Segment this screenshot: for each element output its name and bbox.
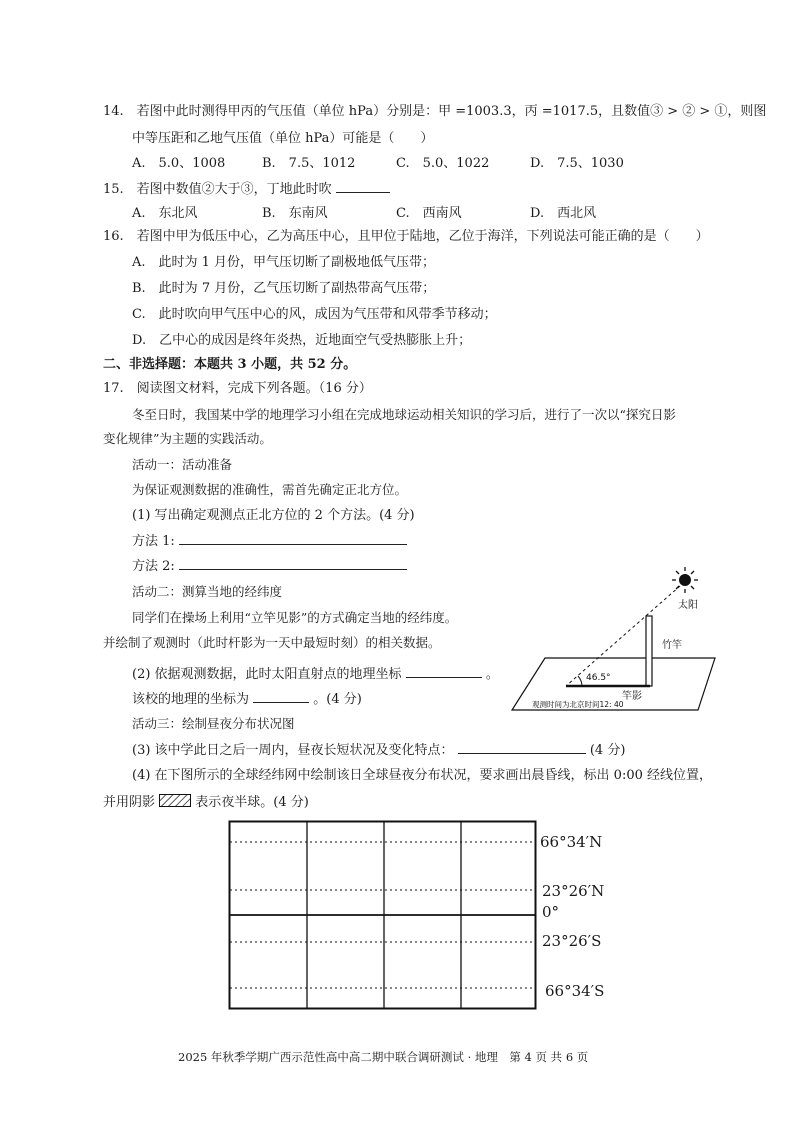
sun-ray — [566, 586, 680, 686]
q17-sub2b — [132, 690, 362, 709]
q17-sub2a-text: (2) 依据观测数据，此时太阳直射点的地理坐标 — [132, 667, 402, 682]
q17-sub4-line2 — [103, 794, 309, 812]
q16-stem: 16. 若图中甲为低压中心，乙为高压中心，且甲位于陆地，乙位于海洋，下列说法可能正确的是（ ） — [103, 229, 709, 244]
q15-option-d: D. 西北风 — [530, 206, 597, 221]
q17-intro-line1: 冬至日时，我国某中学的地理学习小组在完成地球运动相关知识的学习后，进行了一次以“探究日影 — [132, 407, 676, 422]
shadow-label: 竿影 — [622, 691, 642, 702]
method1-row — [132, 532, 407, 551]
q17-intro-line2: 变化规律”为主题的实践活动。 — [103, 431, 272, 446]
q17-sub2a-period: 。 — [485, 667, 499, 682]
pole-label: 竹竿 — [662, 640, 682, 651]
lat-label-tropic-capricorn: 23°26′S — [542, 932, 602, 950]
q14-option-d: D. 7.5、1030 — [530, 156, 624, 171]
q14-option-b: B. 7.5、1012 — [262, 156, 356, 171]
q17-title: 17. 阅读图文材料，完成下列各题。（16 分） — [103, 381, 372, 396]
q17-sub4-line1: (4) 在下图所示的全球经纬网中绘制该日全球昼夜分布状况，要求画出晨昏线，标出 0:00 经线位置， — [132, 768, 713, 783]
q14-stem-line2: 中等压距和乙地气压值（单位 hPa）可能是（ ） — [132, 131, 434, 146]
activity3-heading: 活动三：绘制昼夜分布状况图 — [132, 716, 295, 731]
q17-sub2b-score: 。(4 分) — [313, 692, 362, 707]
activity2-text2: 并绘制了观测时（此时杆影为一天中最短时刻）的相关数据。 — [103, 635, 441, 650]
activity2-heading: 活动二：测算当地的经纬度 — [132, 584, 283, 599]
activity2-text1: 同学们在操场上利用“立竿见影”的方式确定当地的经纬度。 — [132, 610, 458, 625]
q15-stem — [103, 180, 390, 199]
method1-blank[interactable] — [179, 532, 407, 545]
school-coordinate-blank[interactable] — [253, 690, 309, 703]
lat-label-arctic: 66°34′N — [540, 833, 603, 851]
q15-stem-text: 15. 若图中数值②大于③，丁地此时吹 — [103, 182, 332, 197]
sun-pole-diagram — [500, 560, 730, 720]
q16-option-b: B. 此时为 7 月份，乙气压切断了副热带高气压带； — [132, 281, 436, 296]
section-heading: 二、非选择题：本题共 3 小题，共 52 分。 — [103, 357, 357, 372]
q17-sub3-score: (4 分) — [589, 743, 626, 758]
daylength-blank[interactable] — [458, 741, 586, 754]
q15-option-b: B. 东南风 — [262, 206, 328, 221]
page-footer: 2025 年秋季学期广西示范性高中高二期中联合调研测试 · 地理 第 4 页 共 6 页 — [178, 1050, 589, 1064]
q14-option-a: A. 5.0、1008 — [132, 156, 226, 171]
q17-sub3 — [132, 741, 625, 760]
q17-sub3-text: (3) 该中学此日之后一周内，昼夜长短状况及变化特点： — [132, 743, 454, 758]
q16-option-c: C. 此时吹向甲气压中心的风，成因为气压带和风带季节移动； — [132, 307, 497, 322]
q14-option-c: C. 5.0、1022 — [396, 156, 490, 171]
method2-row — [132, 557, 407, 576]
q14-stem-line1: 14. 若图中此时测得甲丙的气压值（单位 hPa）分别是：甲 =1003.3，丙 =1017.5，且数值③ > ② > ①，则图 — [103, 104, 767, 119]
subsolar-point-blank[interactable] — [406, 665, 482, 678]
bamboo-pole — [646, 616, 652, 686]
sun-icon — [672, 567, 698, 593]
world-grid[interactable] — [228, 820, 548, 1012]
method1-label: 方法 1: — [132, 534, 175, 549]
angle-label: 46.5° — [586, 673, 611, 683]
angle-arc — [578, 676, 582, 686]
q16-option-a: A. 此时为 1 月份，甲气压切断了副极地低气压带； — [132, 255, 436, 270]
q17-sub4-text-pre: 并用阴影 — [103, 795, 156, 810]
lat-label-antarctic: 66°34′S — [545, 982, 605, 1000]
q15-answer-blank[interactable] — [336, 180, 390, 193]
q17-sub4-text-post: 表示夜半球。(4 分) — [195, 795, 309, 810]
q15-option-a: A. 东北风 — [132, 206, 198, 221]
activity1-text: 为保证观测数据的准确性，需首先确定正北方位。 — [132, 482, 408, 497]
method2-label: 方法 2: — [132, 559, 175, 574]
lat-label-tropic-cancer: 23°26′N — [542, 882, 605, 900]
q17-sub2b-text: 该校的地理的坐标为 — [132, 692, 250, 707]
hatch-legend-icon — [159, 794, 191, 807]
q17-sub1: (1) 写出确定观测点正北方位的 2 个方法。(4 分) — [132, 508, 415, 523]
observation-time-caption: 观测时间为北京时间12: 40 — [532, 700, 624, 709]
sun-label: 太阳 — [678, 600, 698, 611]
lat-label-equator: 0° — [542, 903, 560, 921]
method2-blank[interactable] — [179, 557, 407, 570]
q17-sub2a — [132, 665, 499, 684]
q16-option-d: D. 乙中心的成因是终年炎热，近地面空气受热膨胀上升； — [132, 333, 472, 348]
activity1-heading: 活动一：活动准备 — [132, 457, 233, 472]
q15-option-c: C. 西南风 — [396, 206, 462, 221]
